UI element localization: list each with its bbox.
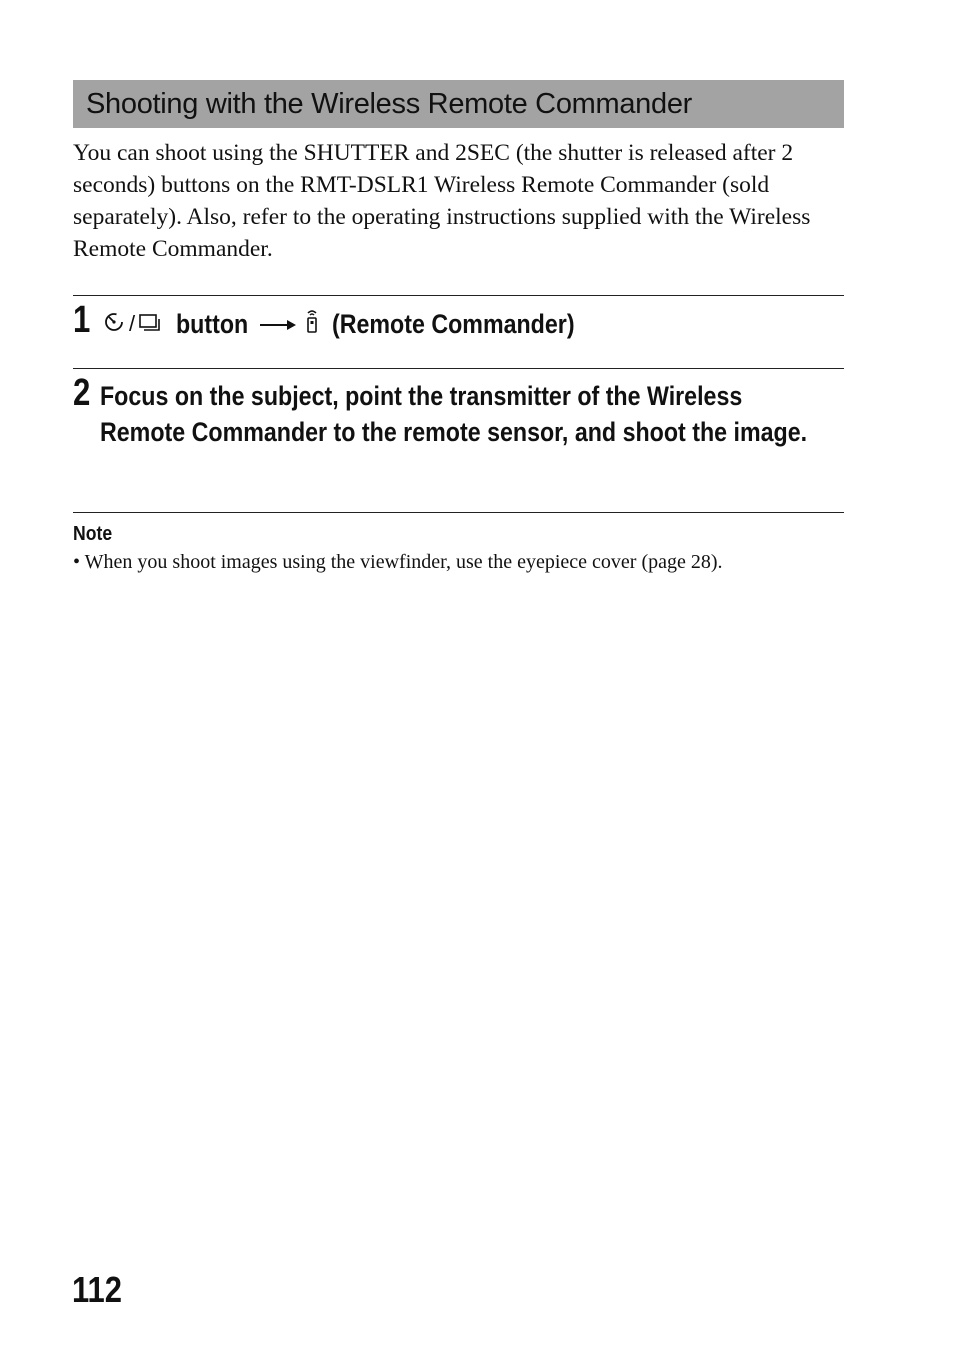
section-title: Shooting with the Wireless Remote Commander [86,88,693,120]
self-timer-icon [102,309,126,340]
divider-top [73,295,844,296]
arrow-right-icon [258,309,298,340]
divider-bottom [73,512,844,513]
step-1-button-text: button [176,308,249,339]
step-2-instruction: Focus on the subject, point the transmitter of the Wireless Remote Commander to the remote sensor, and shoot the image. [100,381,808,447]
note-text: When you shoot images using the viewfinder, use the eyepiece cover (page 28). [84,551,723,573]
note-item [73,549,873,575]
step-1-instruction [100,306,614,342]
page-number: 112 [72,1269,122,1310]
step-1-target-text: (Remote Commander) [332,308,575,339]
step-1-number: 1 [73,299,91,341]
continuous-shooting-icon [138,309,164,340]
section-header-bar [73,80,844,128]
step-2-number: 2 [73,372,91,414]
note-label: Note [73,523,113,545]
remote-commander-icon [304,308,320,341]
intro-paragraph: You can shoot using the SHUTTER and 2SEC (the shutter is released after 2 seconds) buttons on the RMT-DSLR1 Wireless Remote Commander (sold separately). Also, refer to the operating instructions supplied with the Wireless Remote Commander. [73,140,811,262]
icon-separator: / [129,311,136,336]
divider-middle [73,368,844,369]
note-bullet: • [73,551,81,573]
